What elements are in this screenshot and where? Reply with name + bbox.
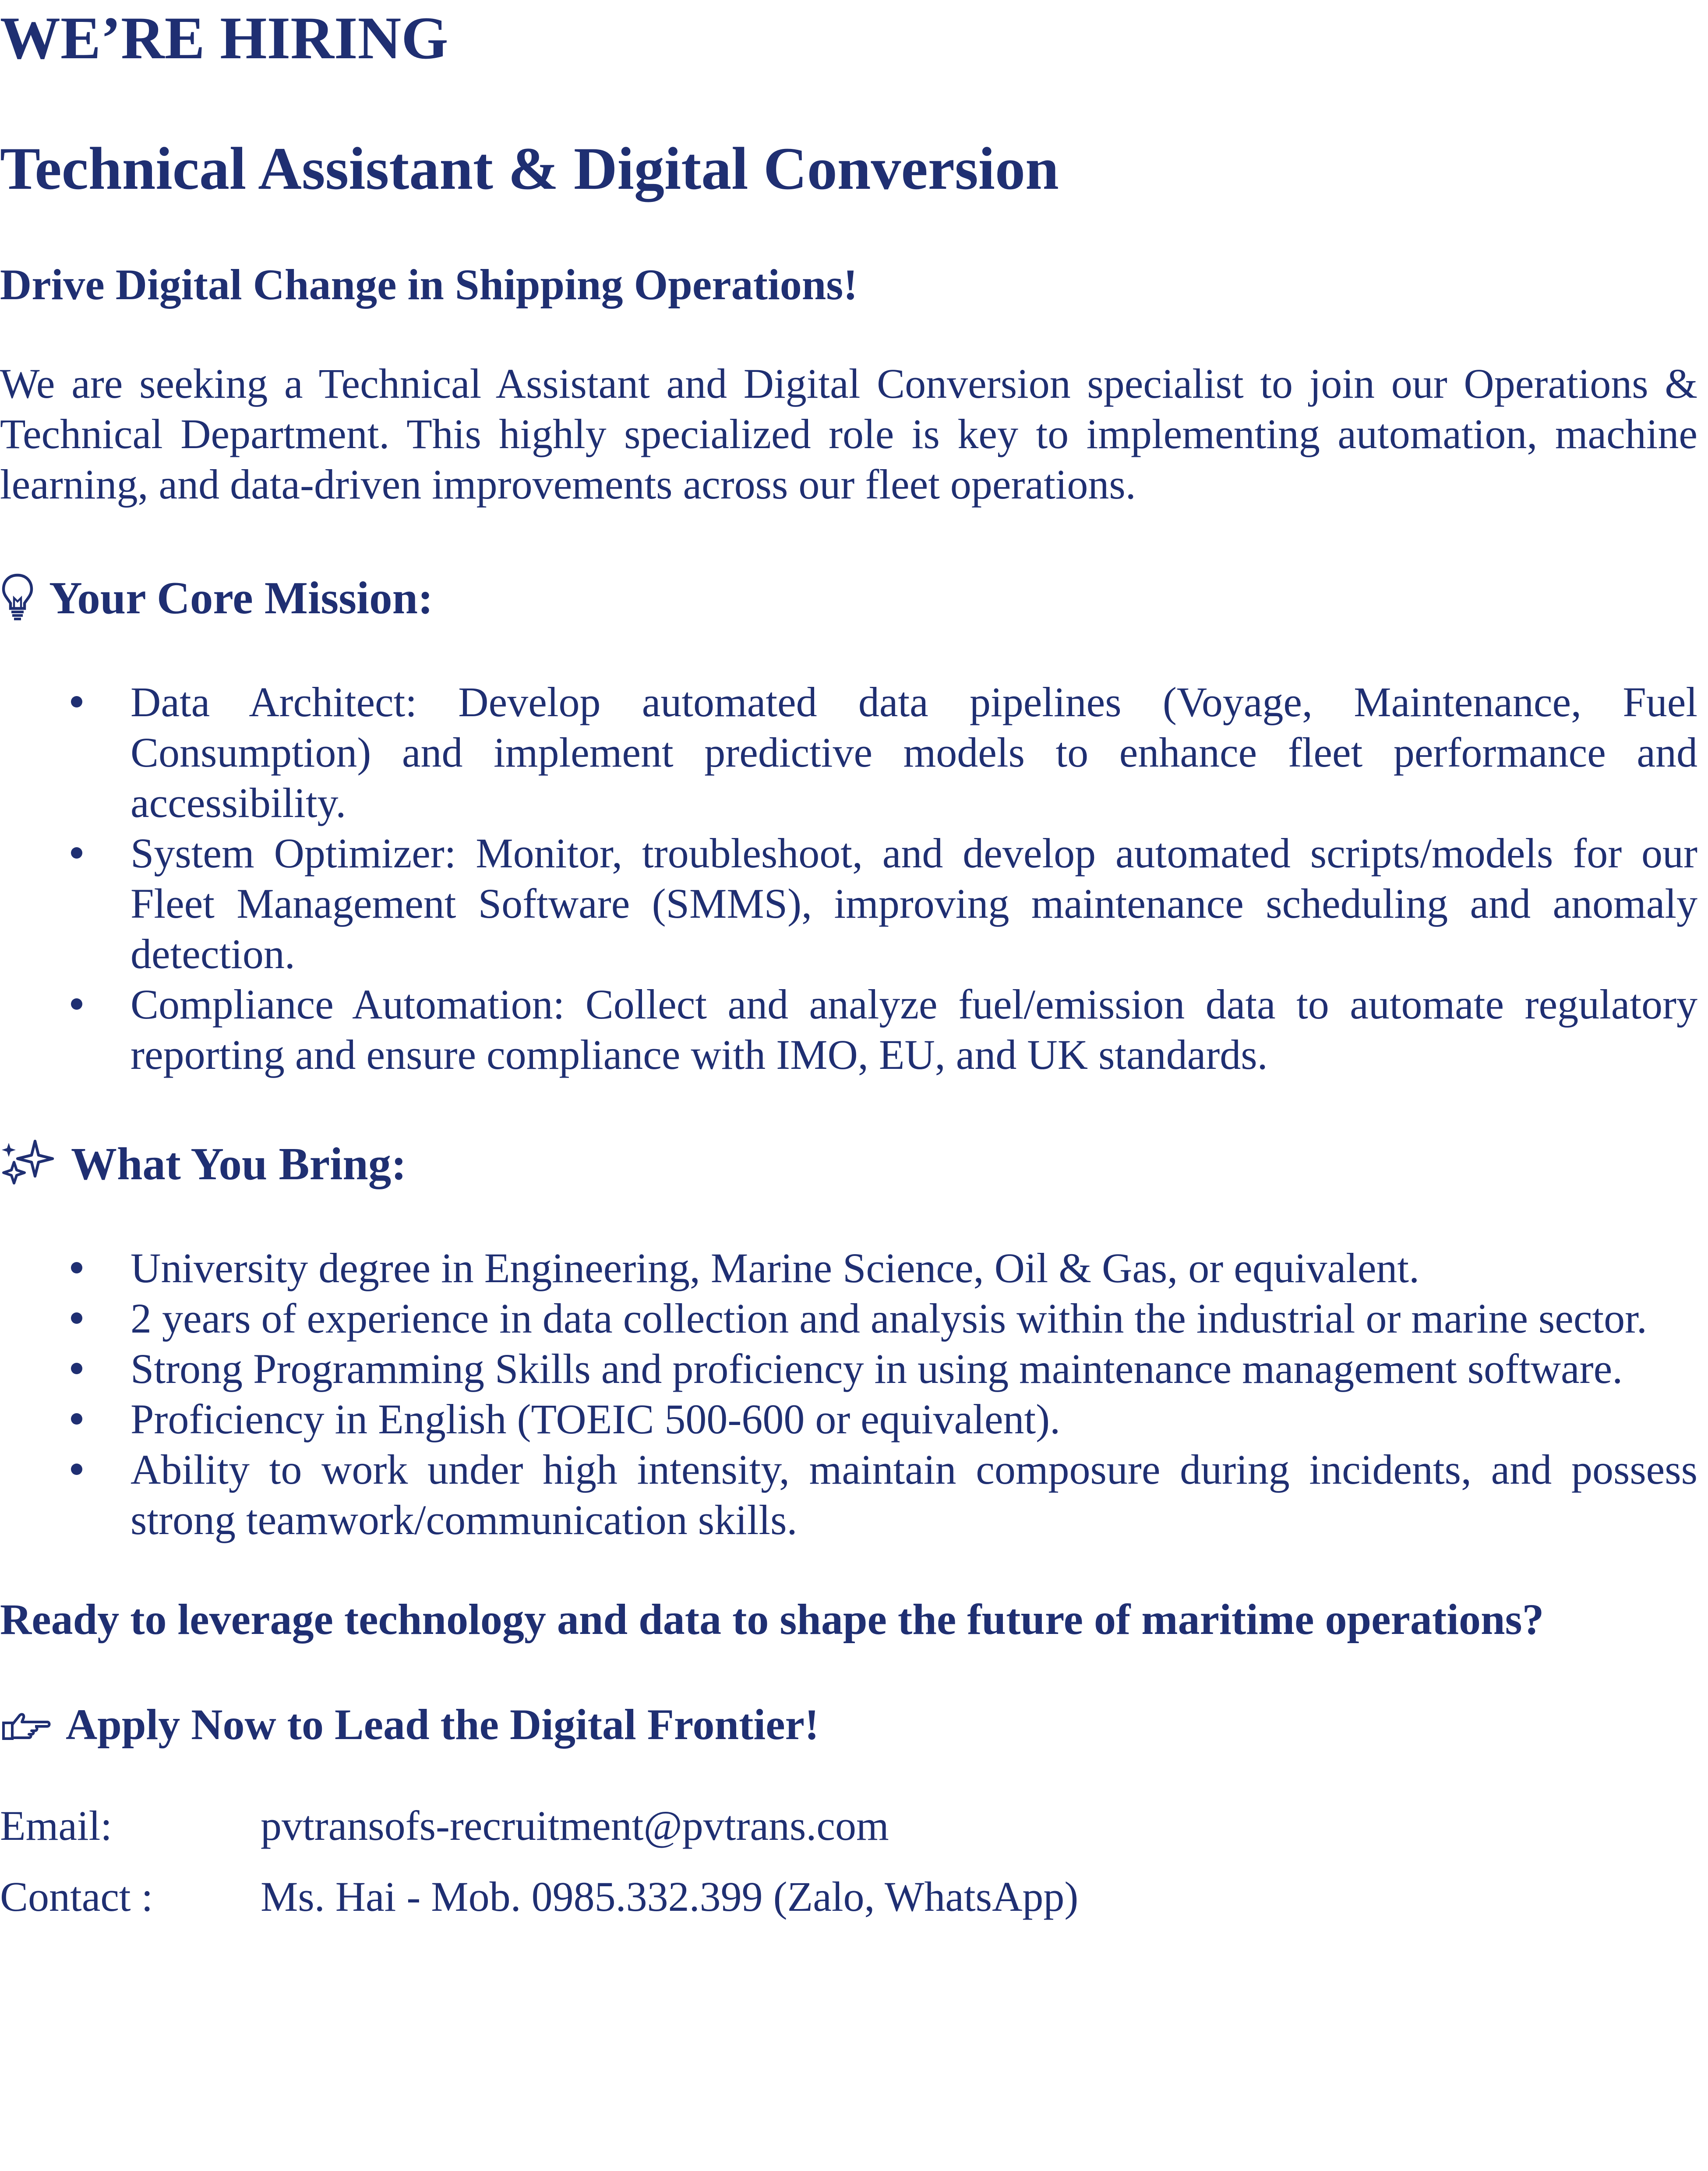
requirement-item <box>0 1344 1697 1394</box>
contact-details: Ms. Hai - Mob. 0985.332.399 (Zalo, WhatsApp) <box>261 1873 1079 1920</box>
bullet-dot <box>71 847 82 859</box>
requirement-item <box>0 1293 1697 1344</box>
sparkle-stars-icon <box>0 1138 57 1190</box>
mission-item <box>0 979 1697 1080</box>
apply-text: Apply Now to Lead the Digital Frontier! <box>66 1700 819 1749</box>
mission-item-text: Data Architect: Develop automated data pipelines (Voyage, Maintenance, Fuel Consumption) and implement predictive models to enhance fleet performance and accessibility. <box>131 679 1697 826</box>
mission-list <box>0 677 1697 1080</box>
mission-item <box>0 677 1697 828</box>
bullet-dot <box>71 1312 82 1324</box>
mission-item-text: Compliance Automation: Collect and analyze fuel/emission data to automate regulatory reporting and ensure compliance with IMO, EU, and UK standards. <box>131 981 1697 1078</box>
bullet-dot <box>71 998 82 1010</box>
intro-paragraph: We are seeking a Technical Assistant and Digital Conversion specialist to join our Operations & Technical Department. This highly specialized role is key to implementing automation, machine learning, and data-driven improvements across our fleet operations. <box>0 360 1697 508</box>
tagline: Drive Digital Change in Shipping Operations! <box>0 260 858 309</box>
mission-item <box>0 828 1697 979</box>
hiring-banner: WE’RE HIRING <box>0 4 448 71</box>
requirement-item-text: Strong Programming Skills and proficiency in using maintenance management software. <box>131 1345 1623 1392</box>
requirement-item <box>0 1394 1697 1444</box>
mission-item-text: System Optimizer: Monitor, troubleshoot, and develop automated scripts/models for our Fleet Management Software (SMMS), improving maintenance scheduling and anomaly detection. <box>131 830 1697 977</box>
bullet-dot <box>71 1262 82 1273</box>
requirement-item <box>0 1243 1697 1293</box>
requirement-item-text: 2 years of experience in data collection and analysis within the industrial or marine sector. <box>131 1295 1647 1342</box>
requirement-item-text: University degree in Engineering, Marine Science, Oil & Gas, or equivalent. <box>131 1245 1420 1291</box>
pointing-hand-icon <box>0 1707 53 1742</box>
requirement-item-text: Ability to work under high intensity, maintain composure during incidents, and possess strong teamwork/communication skills. <box>131 1446 1697 1543</box>
requirements-heading <box>0 1135 406 1192</box>
requirements-list <box>0 1243 1697 1545</box>
mission-heading-text: Your Core Mission: <box>49 572 433 623</box>
closing-question: Ready to leverage technology and data to shape the future of maritime operations? <box>0 1595 1544 1644</box>
bullet-dot <box>71 1464 82 1475</box>
bullet-dot <box>71 696 82 707</box>
requirement-item <box>0 1444 1697 1545</box>
mission-heading <box>0 569 433 626</box>
bullet-dot <box>71 1363 82 1374</box>
requirement-item-text: Proficiency in English (TOEIC 500-600 or equivalent). <box>131 1396 1061 1443</box>
apply-call-to-action <box>0 1696 819 1753</box>
job-title: Technical Assistant & Digital Conversion <box>0 135 1059 202</box>
requirements-heading-text: What You Bring: <box>71 1138 407 1189</box>
email-address[interactable]: pvtransofs-recruitment@pvtrans.com <box>261 1802 889 1849</box>
email-label: Email: <box>0 1802 112 1849</box>
lightbulb-icon <box>0 572 35 624</box>
bullet-dot <box>71 1413 82 1425</box>
contact-label: Contact : <box>0 1873 153 1920</box>
